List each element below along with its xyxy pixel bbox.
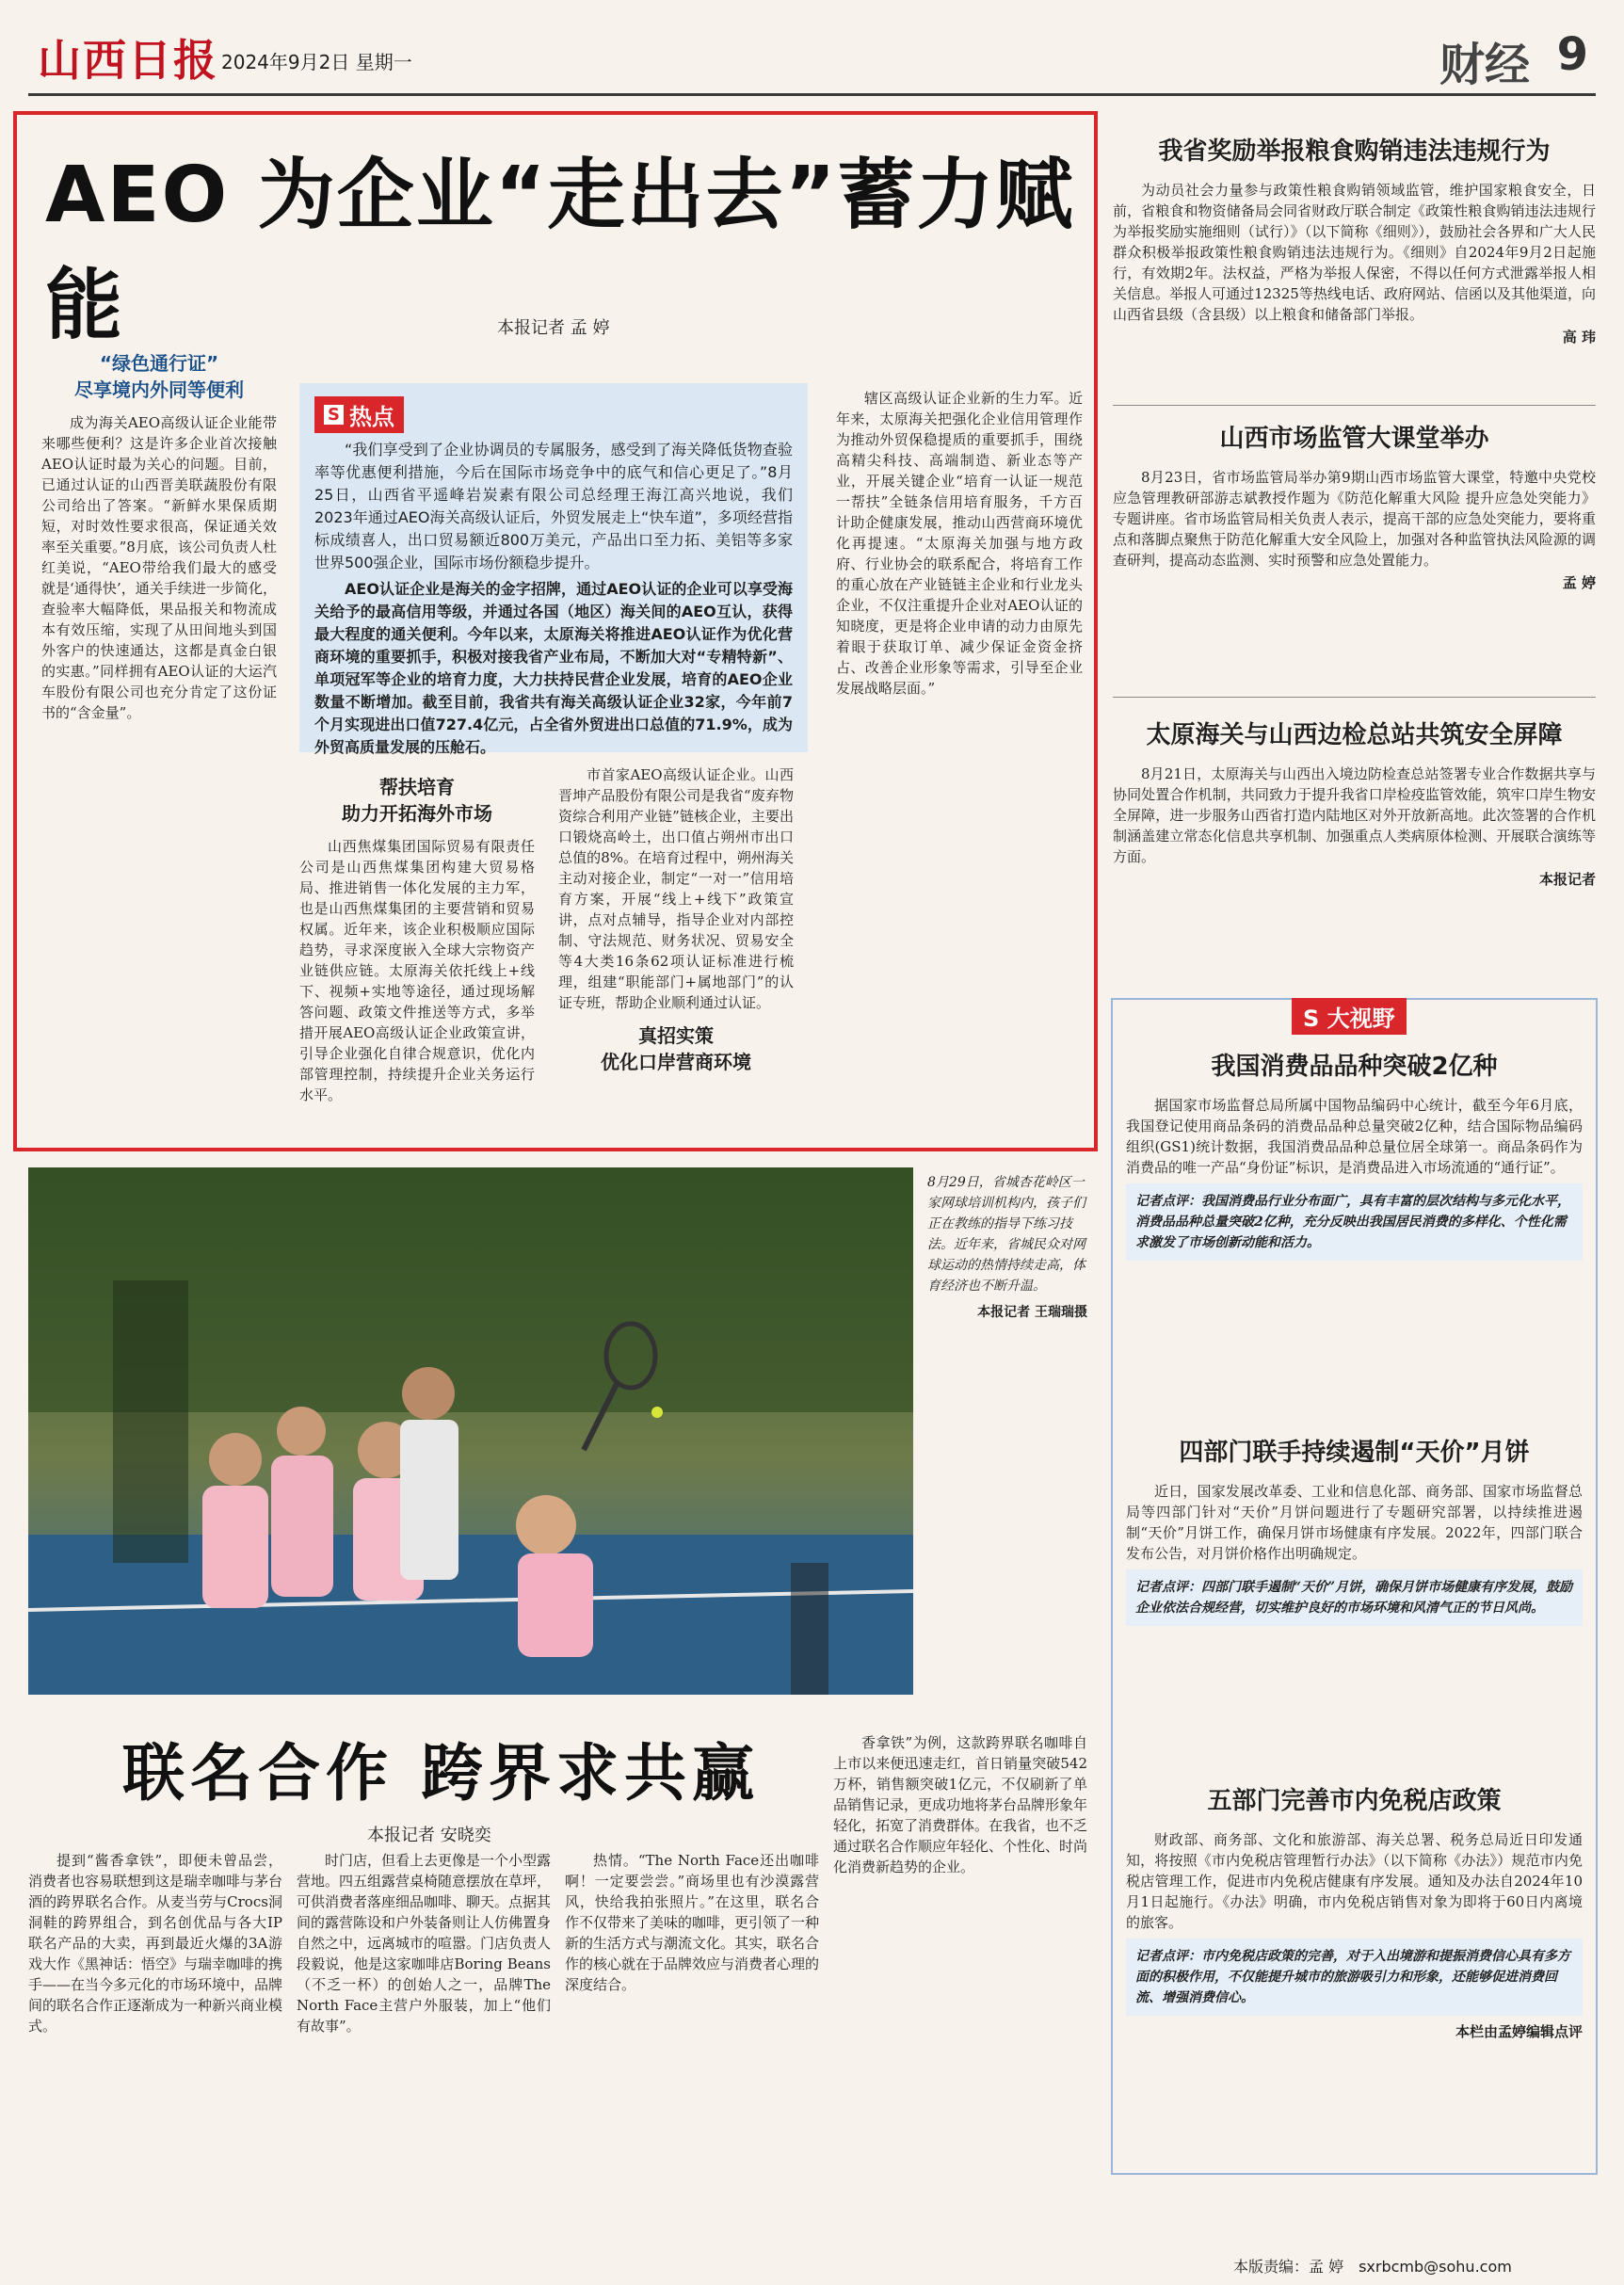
lead-col3-text: 市首家AEO高级认证企业。山西晋坤产品股份有限公司是我省“废弃物资综合利用产业链”链核企业，主要出口锻烧高岭土，出口值占朔州市出口总值的8%。在培育过程中，朔州海关主动对接企业，制定“一对一”信用培育方案，开展“线上+线下”政策宣讲，点对点辅导，指导企业对内部控制、守法规范、财务状况、贸易安全等4大类16条62项认证标准进行梳理，组建“职能部门+属地部门”的认证专班，帮助企业顺利通过认证。	[558, 766, 794, 1011]
dutyfree-title: 五部门完善市内免税店政策	[1207, 1787, 1502, 1815]
consumer-goods-review: 记者点评：我国消费品行业分布面广，具有丰富的层次结构与多元化水平，消费品品种总量突破2亿种，充分反映出我国居民消费的多样化、个性化需求激发了市场创新动能和活力。	[1126, 1183, 1583, 1261]
tennis-photo-image	[28, 1167, 913, 1695]
page-number: 9	[1556, 28, 1588, 81]
lead-title: AEO 为企业“走出去”蓄力赋能	[45, 151, 1075, 350]
consumer-goods-article	[1126, 1047, 1583, 1261]
bottom-col1-text: 提到“酱香拿铁”，即便未曾品尝，消费者也容易联想到这是瑞幸咖啡与茅台酒的跨界联名合作。从麦当劳与Crocs洞洞鞋的跨界组合，到名创优品与各大IP联名产品的大卖，再到最近火爆的3A游戏大作《黑神话：悟空》与瑞幸咖啡的携手——在当今多元化的市场环境中，品牌间的联名合作正逐渐成为一种新兴商业模式。	[28, 1852, 283, 2035]
lead-subhead-2: 帮扶培育 助力开拓海外市场	[342, 776, 492, 825]
hot-box	[299, 383, 808, 756]
lead-column-1	[41, 341, 277, 725]
masthead	[28, 21, 1596, 96]
customs-author: 本报记者	[1538, 871, 1596, 888]
photo-credit: 本报记者 王瑞瑞摄	[977, 1305, 1087, 1320]
mooncake-title: 四部门联手持续遏制“天价”月饼	[1179, 1439, 1530, 1467]
mooncake-text: 近日，国家发展改革委、工业和信息化部、商务部、国家市场监督总局等四部门针对“天价”月饼问题进行了专题研究部署，以持续推进遏制“天价”月饼工作，确保月饼市场健康有序发展。2022年，四部门联合发布公告，对月饼价格作出明确规定。	[1126, 1483, 1583, 1562]
dutyfree-text: 财政部、商务部、文化和旅游部、海关总署、税务总局近日印发通知，将按照《市内免税店管理暂行办法》（以下简称《办法》）规范市内免税店管理工作，促进市内免税店健康有序发展。通知及办法自2024年10月1日起施行。《办法》明确，市内免税店销售对象为即将于60日内离境的旅客。	[1126, 1831, 1583, 1931]
mooncake-review: 记者点评：四部门联手遏制“天价”月饼，确保月饼市场健康有序发展，鼓励企业依法合规经营，切实维护良好的市场环境和风清气正的节日风尚。	[1126, 1569, 1583, 1626]
lead-col1-text: 成为海关AEO高级认证企业能带来哪些便利？这是许多企业首次接触AEO认证时最为关心的问题。目前，已通过认证的山西晋美联蔬股份有限公司给出了答案。“新鲜水果保质期短，对时效性要求很高，保证通关效率至关重要。”8月底，该公司负责人杜红美说，“AEO带给我们最大的感受就是‘通得快’，通关手续进一步简化，查验率大幅降低，果品报关和物流成本有效压缩，实现了从田间地头到国外客户的快速通达，这都是真金白银的实惠。”同样拥有AEO认证的大运汽车股份有限公司也充分肯定了这份证书的“含金量”。	[41, 414, 277, 721]
lead-column-3	[558, 764, 794, 1085]
dutyfree-article	[1126, 1781, 1583, 2041]
page-footer: 本版责编：孟 婷 sxrbcmb@sohu.com	[1233, 2258, 1512, 2276]
bottom-byline: 本报记者 安晓奕	[367, 1826, 491, 1845]
lead-col4-text: 辖区高级认证企业新的生力军。近年来，太原海关把强化企业信用管理作为推动外贸保稳提质的重要抓手，围绕高精尖科技、高端制造、新业态等产业，开展关键企业“培育一认证一规范一帮扶”全链条信用培育服务，千方百计助企健康发展，推动山西营商环境优化再提速。“太原海关加强与地方政府、行业协会的联系配合，将培育工作的重心放在产业链链主企业和行业龙头企业，不仅注重提升企业对AEO认证的知晓度，更是将企业申请的动力由原先着眼于获取订单、减少保证金资金挤占、改善企业形象等需求，引导至企业发展战略层面。”	[836, 390, 1083, 697]
consumer-goods-title: 我国消费品品种突破2亿种	[1211, 1053, 1498, 1081]
bigview-tag	[1292, 998, 1407, 1035]
bottom-col-3	[565, 1850, 819, 1997]
divider	[1113, 405, 1596, 406]
bottom-col-1	[28, 1850, 282, 2038]
grain-author: 高 玮	[1562, 329, 1596, 346]
section-name: 财经	[1439, 39, 1530, 91]
bottom-title: 联名合作 跨界求共赢	[122, 1736, 760, 1810]
lead-subhead-3: 真招实策 优化口岸营商环境	[601, 1024, 751, 1073]
market-class-text: 8月23日，省市场监管局举办第9期山西市场监管大课堂，特邀中央党校应急管理教研部游志斌教授作题为《防范化解重大风险 提升应急处突能力》专题讲座。省市场监管局相关负责人表示，提高干部的应急处突能力，要将重点和落脚点聚焦于防范化解重大安全风险上，加强对各种监管执法风险源的调查研判，提高动态监测、实时预警和应急处置能力。	[1113, 469, 1596, 569]
issue-date: 2024年9月2日 星期一	[221, 51, 412, 73]
grain-text: 为动员社会力量参与政策性粮食购销领域监管，维护国家粮食安全，日前，省粮食和物资储备局会同省财政厅联合制定《政策性粮食购销违法违规行为举报奖励实施细则（试行）》（以下简称《细则》），鼓励社会各界和广大人民群众积极举报政策性粮食购销违法违规行为。《细则》自2024年9月2日起施行，有效期2年。法权益，严格为举报人保密，不得以任何方式泄露举报人相关信息。举报人可通过12325等热线电话、政府网站、信函以及其他渠道，向山西省县级（含县级）以上粮食和储备部门举报。	[1113, 182, 1596, 323]
customs-text: 8月21日，太原海关与山西出入境边防检查总站签署专业合作数据共享与协同处置合作机制，共同致力于提升我省口岸检疫监管效能，筑牢口岸生物安全屏障，进一步服务山西省打造内陆地区对外开放新高地。此次签署的合作机制涵盖建立常态化信息共享机制、加强重点人类病原体检测、开展联合演练等方面。	[1113, 765, 1596, 865]
s-icon: S	[1303, 1006, 1320, 1032]
tennis-photo	[28, 1167, 913, 1695]
hot-para-2: AEO认证企业是海关的金字招牌，通过AEO认证的企业可以享受海关给予的最高信用等级，并通过各国（地区）海关间的AEO互认，获得最大程度的通关便利。今年以来，太原海关将推进AEO认证作为优化营商环境的重要抓手，积极对接我省产业布局，不断加大对“专精特新”、单项冠军等企业的培育力度，大力扶持民营企业发展，培育的AEO企业数量不断增加。截至目前，我省共有海关高级认证企业32家，今年前7个月实现进出口值727.4亿元，占全省外贸进出口总值的71.9%，成为外贸高质量发展的压舱石。	[314, 580, 793, 756]
bottom-col-4	[833, 1732, 1087, 1879]
grain-article	[1113, 132, 1596, 346]
bottom-col-2	[297, 1850, 551, 2038]
lead-subhead-1: “绿色通行证” 尽享境内外同等便利	[74, 352, 244, 401]
bigview-tag-label: 大视野	[1327, 1006, 1395, 1032]
s-icon: S	[324, 405, 344, 425]
lead-article	[13, 111, 1098, 1151]
divider	[1113, 697, 1596, 698]
dutyfree-review: 记者点评：市内免税店政策的完善，对于入出境游和提振消费信心具有多方面的积极作用，不仅能提升城市的旅游吸引力和形象，还能够促进消费回流、增强消费信心。	[1126, 1939, 1583, 2016]
hot-tag	[314, 396, 404, 433]
lead-column-4	[836, 388, 1083, 700]
hot-tag-label: 热点	[348, 404, 394, 430]
photo-caption	[927, 1172, 1087, 1323]
editor-note: 本栏由孟婷编辑点评	[1455, 2023, 1583, 2040]
grain-title: 我省奖励举报粮食购销违法违规行为	[1158, 137, 1551, 166]
bottom-col4-text: 香拿铁”为例，这款跨界联名咖啡自上市以来便迅速走红，首日销量突破542万杯，销售额突破1亿元，不仅刷新了单品销售记录，更成功地将茅台品牌形象年轻化，拓宽了消费群体。在我省，也不乏通过联名合作顺应年轻化、个性化、时尚化消费新趋势的企业。	[833, 1734, 1088, 1875]
bottom-col2-text: 时门店，但看上去更像是一个小型露营地。四五组露营桌椅随意摆放在草坪，可供消费者落座细品咖啡、聊天。点据其间的露营陈设和户外装备则让人仿佛置身自然之中，远离城市的喧嚣。门店负责人段毅说，他是这家咖啡店Boring Beans（不乏一杯）的创始人之一，品牌The North Face主营户外服装，加上“他们有故事”。	[297, 1852, 552, 2035]
consumer-goods-text: 据国家市场监督总局所属中国物品编码中心统计，截至今年6月底，我国登记使用商品条码的消费品品种总量突破2亿种，结合国际物品编码组织(GS1)统计数据，我国消费品品种总量位居全球第一。商品条码作为消费品的唯一产品“身份证”标识，是消费品进入市场流通的“通行证”。	[1126, 1097, 1583, 1176]
mooncake-article	[1126, 1433, 1583, 1626]
bigview-box	[1111, 998, 1598, 2175]
lead-byline: 本报记者 孟 婷	[497, 318, 610, 338]
hot-para-1: “我们享受到了企业协调员的专属服务，感受到了海关降低货物查验率等优惠便利措施，今后在国际市场竞争中的底气和信心更足了。”8月25日，山西省平遥峰岩炭素有限公司总经理王海江高兴地说，我们2023年通过AEO海关高级认证后，外贸发展走上“快车道”，多项经营指标成绩喜人，出口贸易额近800万美元，产品出口至力拓、美铝等多家世界500强企业，国际市场份额稳步提升。	[314, 441, 793, 571]
market-class-title: 山西市场监管大课堂举办	[1219, 425, 1489, 453]
lead-col2-text: 山西焦煤集团国际贸易有限责任公司是山西焦煤集团构建大贸易格局、推进销售一体化发展的主力军，也是山西焦煤集团的主要营销和贸易权属。近年来，该企业积极顺应国际趋势，寻求深度嵌入全球大宗物资产业链供应链。太原海关依托线上+线下、视频+实地等途径，通过现场解答问题、政策文件推送等方式，多举措开展AEO高级认证企业政策宣讲，引导企业强化自律合规意识，优化内部管理控制，持续提升企业关务运行水平。	[299, 838, 535, 1103]
market-class-article	[1113, 419, 1596, 592]
market-class-author: 孟 婷	[1562, 574, 1596, 591]
customs-article	[1113, 716, 1596, 889]
newspaper-logo: 山西日报	[38, 35, 218, 86]
customs-title: 太原海关与山西边检总站共筑安全屏障	[1146, 721, 1563, 749]
photo-caption-text: 8月29日，省城杏花岭区一家网球培训机构内，孩子们正在教练的指导下练习技法。近年来，省城民众对网球运动的热情持续走高，体育经济也不断升温。	[927, 1175, 1085, 1294]
lead-column-2	[299, 764, 535, 1107]
bottom-col3-text: 热情。“The North Face还出咖啡啊！一定要尝尝。”商场里也有沙漠露营风，快给我拍张照片。”在这里，联名合作不仅带来了美味的咖啡，更引领了一种新的生活方式与潮流文化。其实，联名合作的核心就在于品牌效应与消费者心理的深度结合。	[565, 1852, 820, 1993]
